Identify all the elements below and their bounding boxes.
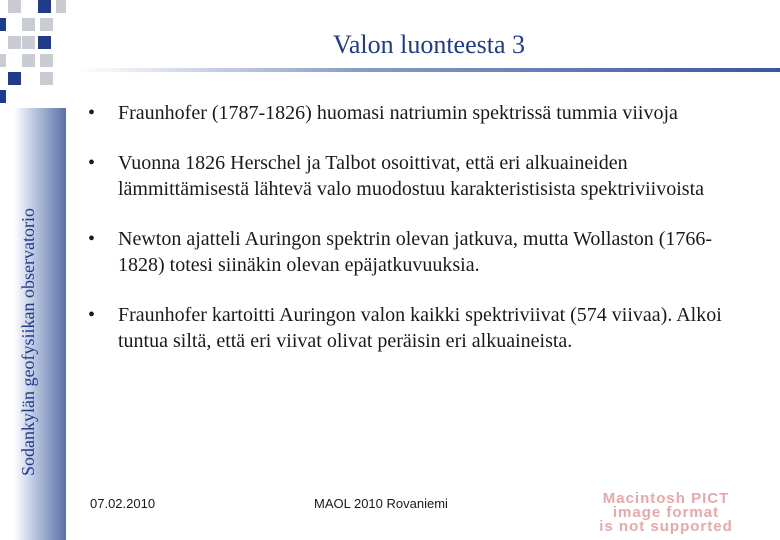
footer-date: 07.02.2010 <box>90 496 156 511</box>
deco-square <box>38 36 51 49</box>
unsupported-image-placeholder <box>556 492 776 534</box>
deco-square <box>8 0 21 13</box>
sidebar <box>0 0 66 540</box>
deco-square <box>40 72 53 85</box>
slide-title: Valon luonteesta 3 <box>332 30 526 59</box>
bullet-list <box>88 100 748 378</box>
deco-square <box>0 90 6 103</box>
bullet-item: • Fraunhofer kartoitti Auringon valon kaikki spektriviivat (574 viivaa). Alkoi tuntua siltä, että eri viivat olivat peräisin eri alkuaineista. <box>88 302 748 354</box>
deco-square <box>0 18 6 31</box>
deco-square <box>0 54 6 67</box>
placeholder-line: Macintosh PICT <box>602 490 730 507</box>
deco-square <box>40 18 53 31</box>
title-underline <box>78 68 780 72</box>
organization-label: Sodankylän geofysiikan observatorio <box>18 208 38 476</box>
deco-square <box>8 72 21 85</box>
footer-event: MAOL 2010 Rovaniemi <box>314 496 448 511</box>
deco-square <box>38 0 51 13</box>
deco-square <box>22 54 35 67</box>
deco-square <box>40 54 53 67</box>
bullet-item: • Fraunhofer (1787-1826) huomasi natriumin spektrissä tummia viivoja <box>88 100 748 126</box>
deco-square <box>22 18 35 31</box>
placeholder-line: is not supported <box>599 518 733 535</box>
deco-square <box>22 36 35 49</box>
placeholder-line: image format <box>612 504 720 521</box>
bullet-item: • Vuonna 1826 Herschel ja Talbot osoittivat, että eri alkuaineiden lämmittämisestä lähtevä valo muodostuu karakteristisista spektriviivoista <box>88 150 748 202</box>
bullet-item: • Newton ajatteli Auringon spektrin olevan jatkuva, mutta Wollaston (1766-1828) totesi siinäkin olevan epäjatkuvuuksia. <box>88 226 748 278</box>
deco-square <box>8 36 21 49</box>
deco-square <box>56 0 66 13</box>
